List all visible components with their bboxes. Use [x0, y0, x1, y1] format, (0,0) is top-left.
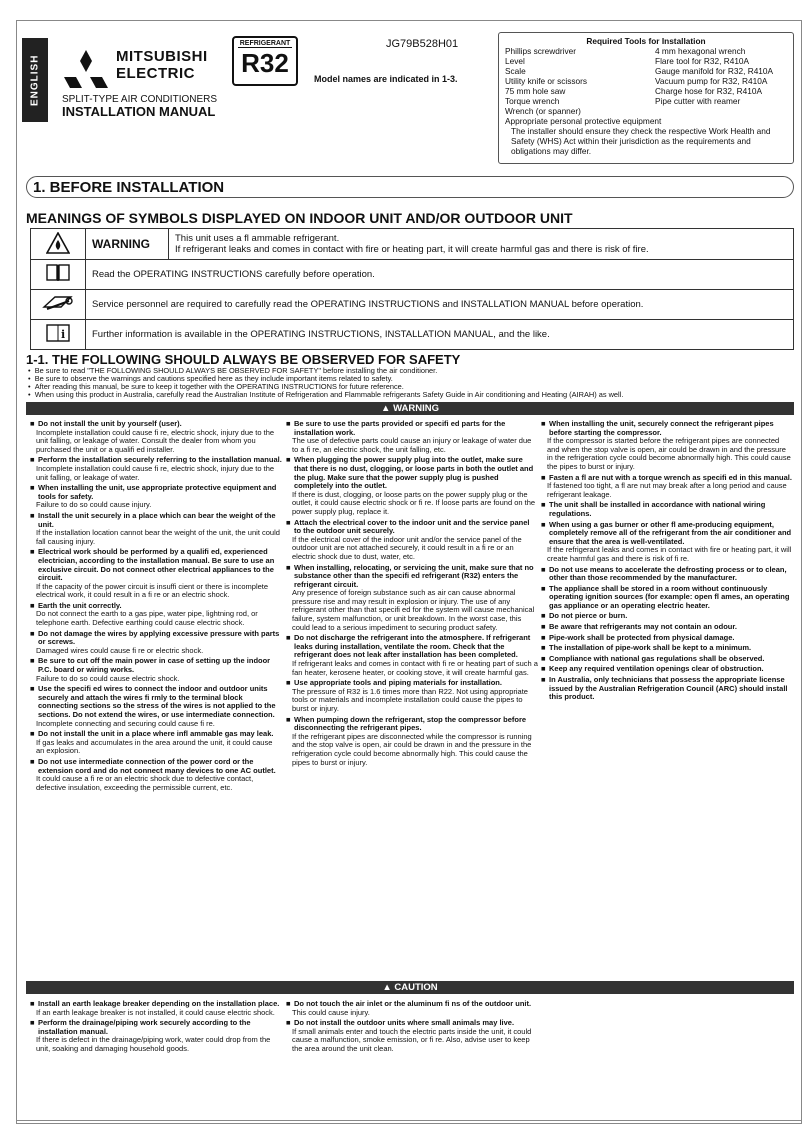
safety-bullet: • Be sure to read "THE FOLLOWING SHOULD ALWAYS BE OBSERVED FOR SAFETY" before installing the air conditioner.: [28, 366, 438, 375]
safety-item-heading: ■ Be aware that refrigerants may not contain an odour.: [541, 623, 793, 632]
safety-item-heading: ■ Attach the electrical cover to the indoor unit and the service panel to the outdoor unit securely.: [286, 519, 538, 536]
document-number: JG79B528H01: [386, 38, 459, 50]
manual-subtitle: SPLIT-TYPE AIR CONDITIONERS: [62, 94, 218, 105]
tool-row: [505, 56, 787, 66]
warning-column-3: [541, 420, 793, 704]
tool-item: 4 mm hexagonal wrench: [655, 46, 746, 56]
safety-item-heading: ■ Electrical work should be performed by a qualifi ed, experienced electrician, according to the installation manual. Be sure to use an exclusive circuit. Do not connect other electrical appliances to the circuit.: [30, 548, 282, 582]
safety-item-text: If there is dust, clogging, or loose parts on the power supply plug or the outlet, it could cause electric shock or fi re. If loose parts are found on the power supply plug, replace it.: [292, 489, 536, 516]
safety-item-text: If the capacity of the power circuit is insuffi cient or there is incomplete electrical work, it could result in a fi re or an electric shock.: [36, 581, 269, 600]
safety-item-heading: ■ Do not install the unit in a place where infl ammable gas may leak.: [30, 730, 282, 739]
symbol-row-warning: [31, 229, 794, 260]
info-book-icon: [45, 323, 71, 343]
safety-bullet: • When using this product in Australia, carefully read the Australian Institute of Refrigeration and Flammable refrigerants Safety Guide in Air conditioning and Heating (AIRAH) as well.: [28, 390, 624, 399]
symbol-row-info: [31, 320, 794, 350]
safety-item-heading: ■ Install an earth leakage breaker depending on the installation place.: [30, 1000, 282, 1009]
warning-line-2: If refrigerant leaks and comes in contact with fire or heating part, it will create harmful gas and there is risk of fire.: [175, 244, 649, 255]
language-tab: ENGLISH: [22, 38, 48, 122]
symbols-heading: MEANINGS OF SYMBOLS DISPLAYED ON INDOOR UNIT AND/OR OUTDOOR UNIT: [26, 210, 573, 226]
safety-item-text: It could cause a fi re or an electric shock due to defective contact, defective insulation, exceeding the permissible current, etc.: [36, 774, 254, 792]
safety-item-text: If the compressor is started before the refrigerant pipes are connected and when the stop valve is open, air could be drawn in and the pressure in the refrigeration cycle could become abnormally high. This could cause the pipes to burst or injury.: [547, 436, 791, 471]
safety-item-text: Failure to do so could cause electric shock.: [36, 673, 180, 683]
warning-column-2: [286, 420, 538, 769]
safety-item-heading: ■ Use the specifi ed wires to connect the indoor and outdoor units securely and attach the wires fi rmly to the terminal block connecting sections so the stress of the wires is not applied to the sections. Do not extend the wires, or use intermediate connection.: [30, 685, 282, 719]
tools-list: [505, 46, 787, 106]
safety-item-heading: ■ Fasten a fl are nut with a torque wrench as specifi ed in this manual.: [541, 474, 793, 483]
tool-row: [505, 66, 787, 76]
manual-title: INSTALLATION MANUAL: [62, 104, 216, 119]
safety-item-heading: ■ Do not use means to accelerate the defrosting process or to clean, other than those recommended by the manufacturer.: [541, 566, 793, 583]
symbols-table: [30, 228, 794, 350]
tool-item: Gauge manifold for R32, R410A: [655, 66, 774, 76]
safety-item-text: Do not connect the earth to a gas pipe, water pipe, lightning rod, or telephone earth. Defective earthing could cause electric shock.: [36, 609, 258, 628]
safety-item-text: If the electrical cover of the indoor unit and/or the service panel of the outdoor unit are not attached securely, it could result in a fi re or an electric shock due to dust, water, etc.: [292, 534, 522, 561]
safety-item-heading: ■ Use appropriate tools and piping materials for installation.: [286, 679, 538, 688]
safety-item-heading: ■ The unit shall be installed in accordance with national wiring regulations.: [541, 501, 793, 518]
safety-bullet: • After reading this manual, be sure to keep it together with the OPERATING INSTRUCTIONS for future reference.: [28, 382, 404, 391]
warning-column-1: [30, 420, 282, 794]
safety-item-heading: ■ When using a gas burner or other fl ame-producing equipment, completely remove all of the refrigerant from the air conditioner and ensure that the area is well-ventilated.: [541, 521, 793, 547]
service-personnel-text: Service personnel are required to carefully read the OPERATING INSTRUCTIONS and INSTALLATION MANUAL before operation.: [86, 290, 794, 320]
flame-warning-icon: [46, 232, 70, 254]
safety-item-heading: ■ The appliance shall be stored in a room without continuously operating ignition sources (for example: open fl ames, an operating gas appliance or an operating electric heater.: [541, 585, 793, 611]
safety-item-text: Failure to do so could cause injury.: [36, 500, 152, 510]
tools-extra-1: Wrench (or spanner): [505, 106, 581, 116]
safety-item-text: The use of defective parts could cause an injury or leakage of water due to a fi re, an electric shock, the unit falling, etc.: [292, 436, 532, 454]
safety-item-heading: ■ Earth the unit correctly.: [30, 602, 282, 611]
safety-item-heading: ■ Do not touch the air inlet or the aluminum fi ns of the outdoor unit.: [286, 1000, 538, 1009]
safety-item-heading: ■ Keep any required ventilation openings clear of obstruction.: [541, 665, 793, 674]
tools-extra-2: Appropriate personal protective equipment: [505, 116, 662, 126]
safety-item-heading: ■ Install the unit securely in a place which can bear the weight of the unit.: [30, 512, 282, 529]
refrigerant-label: REFRIGERANT: [239, 40, 291, 47]
safety-item-text: If fastened too tight, a fl are nut may break after a long period and cause refrigerant leakage.: [547, 481, 787, 499]
tool-item: Torque wrench: [505, 96, 560, 106]
tool-row: [505, 96, 787, 106]
safety-item-heading: ■ When installing the unit, use appropriate protective equipment and tools for safety.: [30, 484, 282, 501]
safety-item-heading: ■ Compliance with national gas regulations shall be observed.: [541, 655, 793, 664]
tool-item: Vacuum pump for R32, R410A: [655, 76, 768, 86]
safety-item-heading: ■ In Australia, only technicians that possess the appropriate license issued by the Australian Refrigeration Council (ARC) should install this product.: [541, 676, 793, 702]
mitsubishi-diamonds-icon: [62, 50, 110, 90]
warning-line-1: This unit uses a fl ammable refrigerant.: [175, 233, 340, 244]
safety-item-heading: ■ The installation of pipe-work shall be kept to a minimum.: [541, 644, 793, 653]
symbol-row-service: [31, 290, 794, 320]
safety-item-heading: ■ When plugging the power supply plug into the outlet, make sure that there is no dust, clogging, or loose parts in both the outlet and the plug. Make sure that the power supply plug is pushed completely into the outlet.: [286, 456, 538, 490]
safety-item-text: If an earth leakage breaker is not installed, it could cause electric shock.: [36, 1007, 275, 1017]
safety-item-heading: ■ Do not use intermediate connection of the power cord or the extension cord and do not connect many devices to one AC outlet.: [30, 758, 282, 775]
safety-item-text: Any presence of foreign substance such as air can cause abnormal pressure rise and may result in explosion or injury. The use of any refrigerant other than that specifi ed for the system will cause mechanical failure, system malfunction, or unit breakdown. In the worst case, this could lead to a serious impediment to securing product safety.: [292, 588, 535, 632]
safety-item-text: If there is defect in the drainage/piping work, water could drop from the unit, soaking and damaging household goods.: [36, 1035, 271, 1053]
footer-rule: [16, 1120, 802, 1121]
refrigerant-badge: [232, 36, 298, 86]
tool-item: Scale: [505, 66, 526, 76]
safety-bullet: • Be sure to observe the warnings and cautions specified here as they include important items related to safety.: [28, 374, 393, 383]
safety-item-heading: ■ Perform the drainage/piping work securely according to the installation manual.: [30, 1019, 282, 1036]
warning-label: WARNING: [86, 229, 169, 260]
tool-row: [505, 76, 787, 86]
caution-column-1: [30, 1000, 282, 1056]
safety-item-heading: ■ Be sure to use the parts provided or specifi ed parts for the installation work.: [286, 420, 538, 437]
safety-item-heading: ■ Do not install the unit by yourself (user).: [30, 420, 282, 429]
further-info-text: Further information is available in the OPERATING INSTRUCTIONS, INSTALLATION MANUAL, and the like.: [86, 320, 794, 350]
warning-bar: ▲ WARNING: [26, 402, 794, 415]
tool-item: 75 mm hole saw: [505, 86, 566, 96]
caution-bar: ▲ CAUTION: [26, 981, 794, 994]
safety-item-text: Damaged wires could cause fi re or electric shock.: [36, 645, 204, 655]
safety-item-text: If the installation location cannot bear the weight of the unit, the unit could fall causing injury.: [36, 528, 280, 546]
tool-item: Utility knife or scissors: [505, 76, 588, 86]
safety-item-text: If small animals enter and touch the electric parts inside the unit, it could cause a malfunction, smoke emission, or fi re. Also, advise user to keep the area around the unit clean.: [292, 1026, 532, 1053]
safety-item-heading: ■ Do not pierce or burn.: [541, 612, 793, 621]
read-instructions-text: Read the OPERATING INSTRUCTIONS carefully before operation.: [86, 260, 794, 290]
safety-item-heading: ■ Be sure to cut off the main power in case of setting up the indoor P.C. board or wiring works.: [30, 657, 282, 674]
safety-heading: 1-1. THE FOLLOWING SHOULD ALWAYS BE OBSERVED FOR SAFETY: [26, 352, 461, 367]
refrigerant-code: R32: [241, 48, 289, 78]
tool-item: Charge hose for R32, R410A: [655, 86, 763, 96]
book-icon: [45, 263, 71, 283]
safety-item-heading: ■ Do not damage the wires by applying excessive pressure with parts or screws.: [30, 630, 282, 647]
safety-item-heading: ■ Do not install the outdoor units where small animals may live.: [286, 1019, 538, 1028]
tools-title: Required Tools for Installation: [586, 36, 706, 46]
caution-column-2: [286, 1000, 538, 1056]
tool-item: Phillips screwdriver: [505, 46, 577, 56]
symbol-row-read: [31, 260, 794, 290]
safety-item-text: Incomplete installation could cause fi re, electric shock, injury due to the unit falling, or leakage of water.: [36, 463, 275, 482]
safety-item-text: If gas leaks and accumulates in the area around the unit, it could cause an explosion.: [36, 737, 273, 756]
safety-item-heading: ■ When pumping down the refrigerant, stop the compressor before disconnecting the refrigerant pipes.: [286, 716, 538, 733]
tool-item: Level: [505, 56, 525, 66]
tool-row: [505, 86, 787, 96]
required-tools-box: [498, 32, 794, 164]
svg-text:i: i: [61, 328, 66, 341]
safety-item-heading: ■ When installing, relocating, or servicing the unit, make sure that no substance other than the specifi ed refrigerant (R32) enters the refrigerant circuit.: [286, 564, 538, 590]
safety-item-text: Incomplete installation could cause fi re, electric shock, injury due to the unit falling, or leakage of water. Consult the dealer from whom you purchased the unit or a qualifi ed installer.: [36, 427, 275, 454]
brand-logo: [62, 48, 222, 90]
model-note: Model names are indicated in 1-3.: [314, 74, 458, 84]
safety-item-heading: ■ Do not discharge the refrigerant into the atmosphere. If refrigerant leaks during installation, ventilate the room. Check that the refrigerant does not leak after installation has been completed.: [286, 634, 538, 660]
brand-name: MITSUBISHI ELECTRIC: [116, 48, 208, 82]
safety-item-text: This could cause injury.: [292, 1007, 370, 1017]
safety-item-text: If the refrigerant pipes are disconnected while the compressor is running and the stop valve is open, air could be drawn in and the pressure in the refrigeration cycle could become abnormally high. This could cause the pipes to burst or injury.: [292, 731, 532, 767]
safety-item-text: Incomplete connecting and securing could cause fi re.: [36, 718, 215, 728]
service-manual-icon: [41, 293, 75, 313]
tools-note: The installer should ensure they check the respective Work Health and Safety (WHS) Act within their jurisdiction as the requirements and obligations may differ.: [511, 126, 771, 156]
section-heading: 1. BEFORE INSTALLATION: [26, 176, 794, 198]
tool-item: Pipe cutter with reamer: [655, 96, 741, 106]
tool-row: [505, 46, 787, 56]
safety-item-heading: ■ Pipe-work shall be protected from physical damage.: [541, 634, 793, 643]
tool-item: Flare tool for R32, R410A: [655, 56, 750, 66]
safety-item-heading: ■ Perform the installation securely referring to the installation manual.: [30, 456, 282, 465]
safety-item-text: If refrigerant leaks and comes in contact with fi re or heating part of such a fan heater, kerosene heater, or cooking stove, it will create harmful gas.: [292, 659, 538, 677]
safety-item-heading: ■ When installing the unit, securely connect the refrigerant pipes before starting the compressor.: [541, 420, 793, 437]
safety-item-text: If the refrigerant leaks and comes in contact with fire or heating part, it will create harmful gas and there is risk of fi re.: [547, 545, 792, 563]
safety-item-text: The pressure of R32 is 1.6 times more than R22. Not using appropriate tools or materials and incomplete installation could cause the pipes to burst or injury.: [292, 686, 528, 713]
